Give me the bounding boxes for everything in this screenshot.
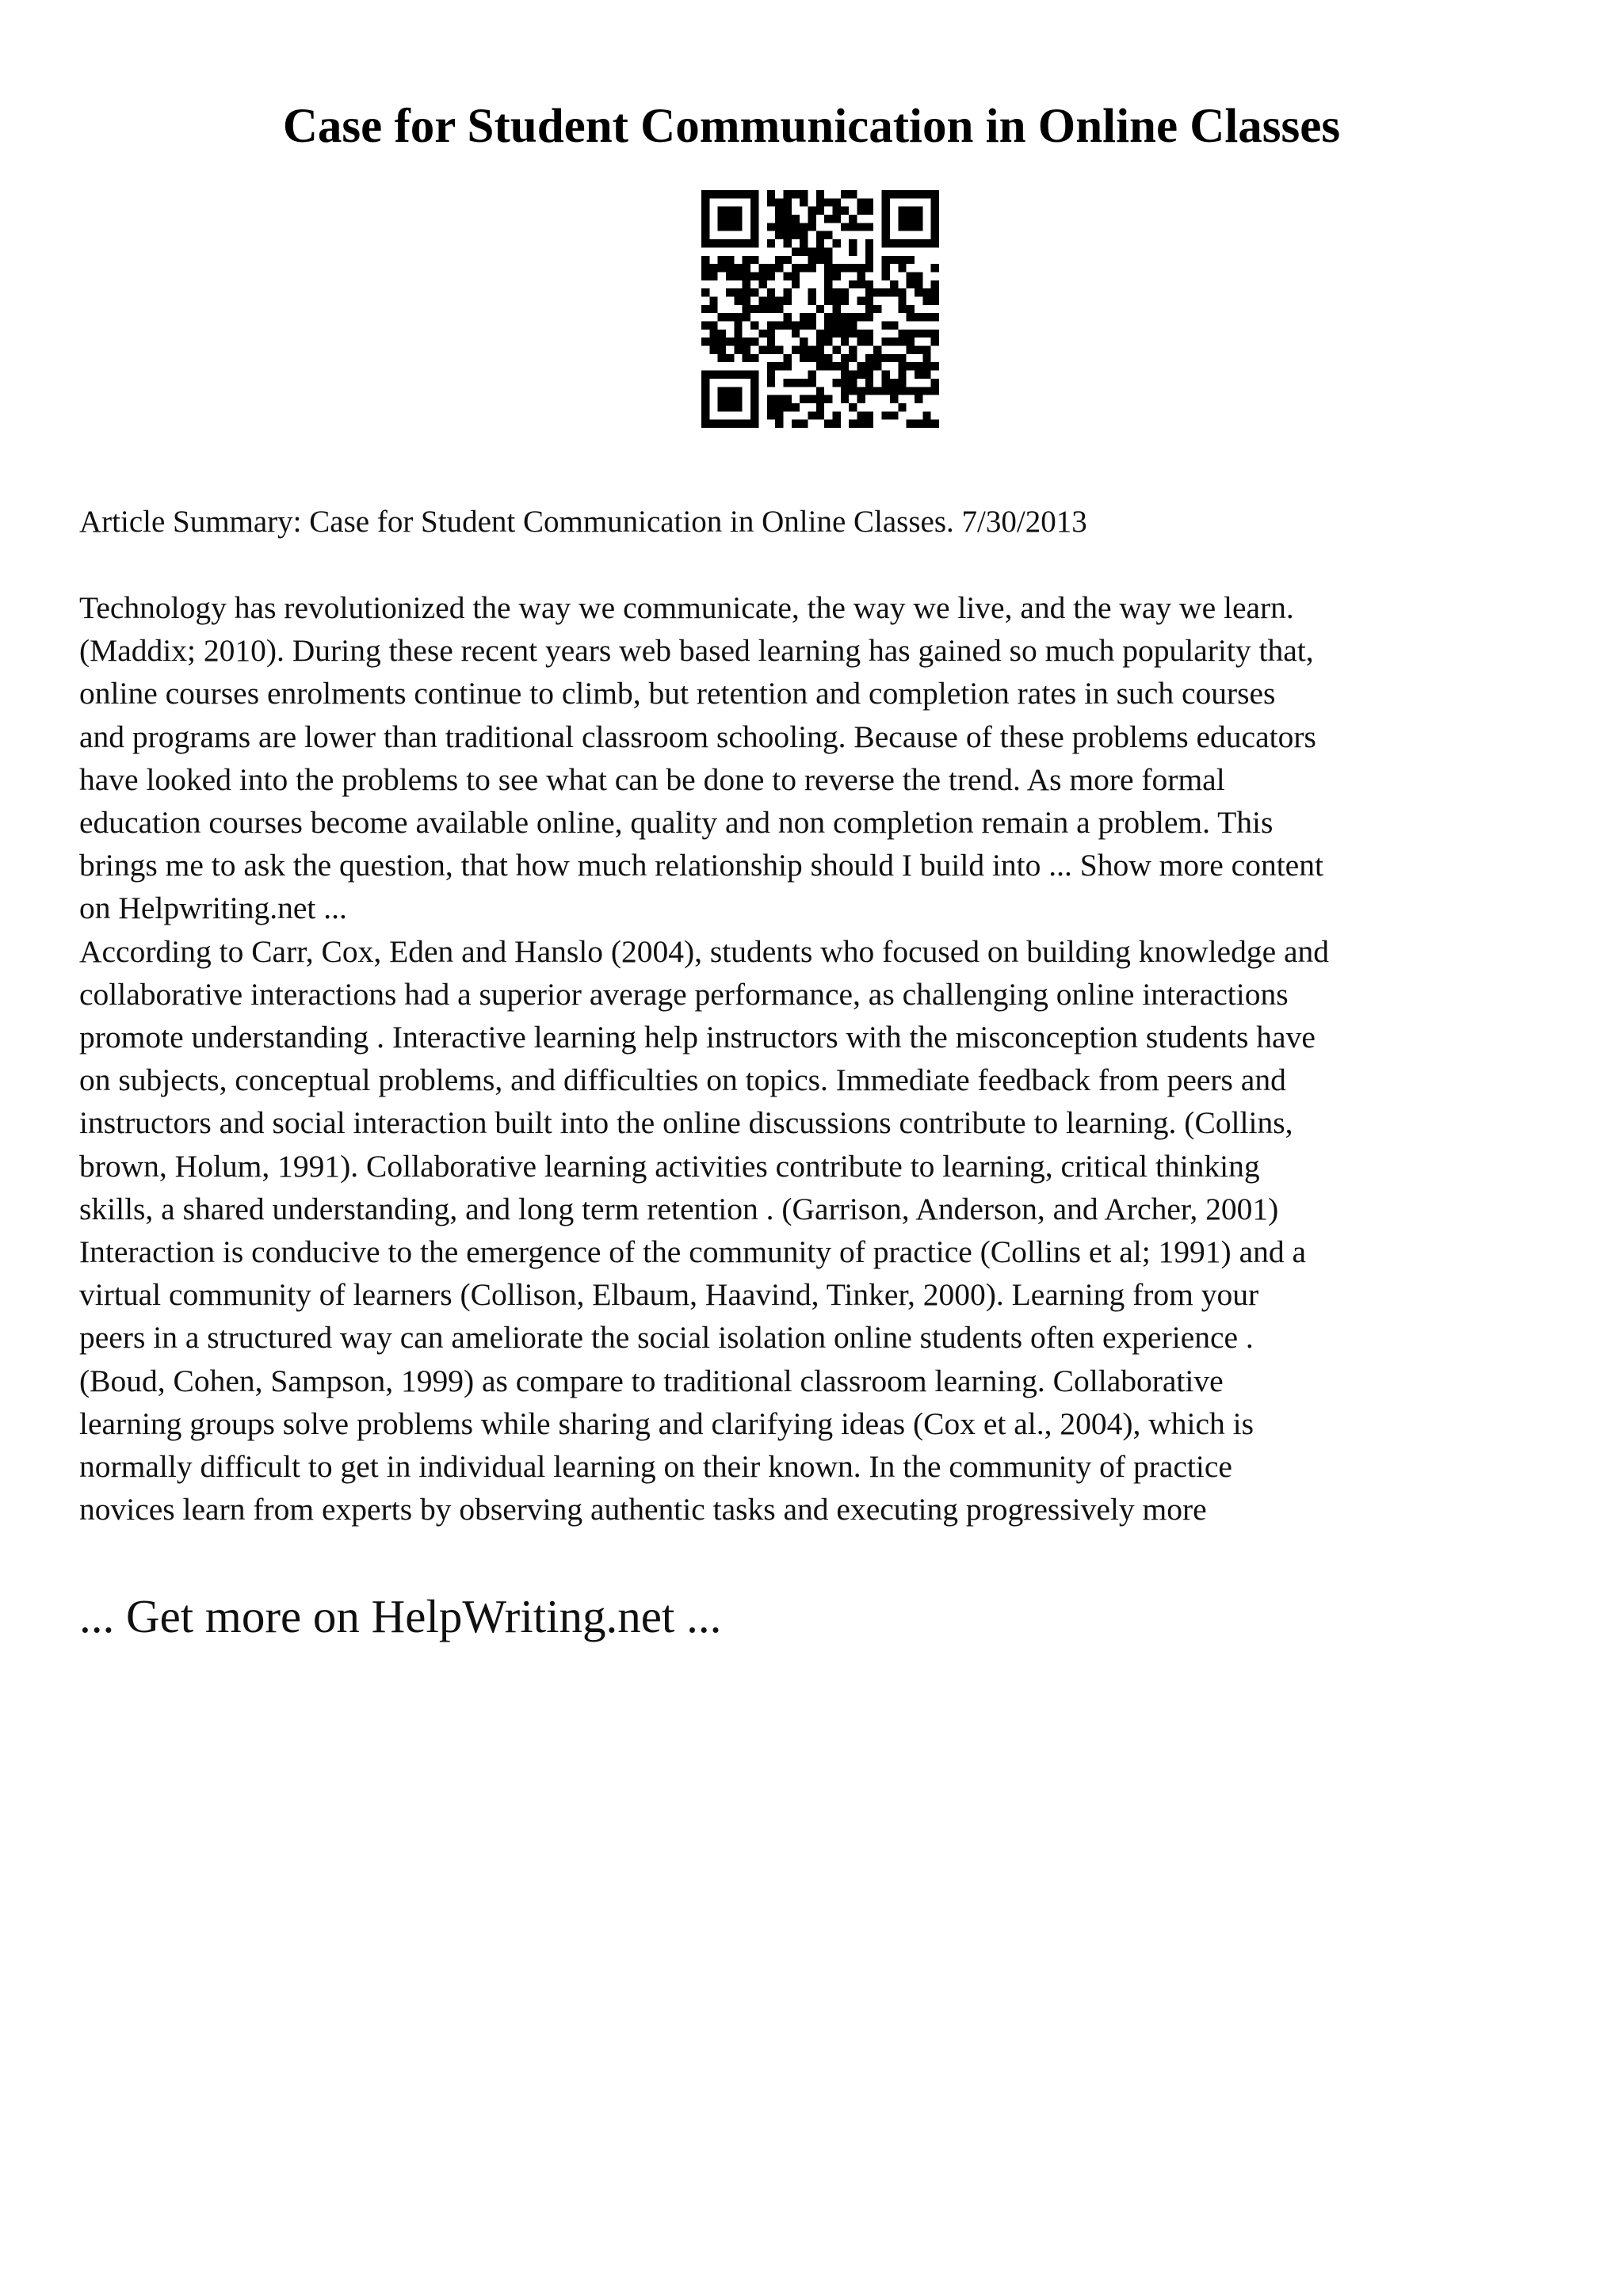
paragraph-1-line: Technology has revolutionized the way we communicate, the way we live, and the way we learn. — [79, 590, 1294, 625]
paragraph-1-line: (Maddix; 2010). During these recent years web based learning has gained so much popularity that, — [79, 633, 1314, 669]
article-body — [79, 586, 1569, 1531]
paragraph-2-line: brown, Holum, 1991). Collaborative learning activities contribute to learning, critical thinking — [79, 1148, 1260, 1184]
paragraph-2-line: virtual community of learners (Collison, Elbaum, Haavind, Tinker, 2000). Learning from your — [79, 1277, 1259, 1313]
qr-code-icon — [701, 190, 939, 428]
paragraph-2-line: novices learn from experts by observing authentic tasks and executing progressively more — [79, 1492, 1207, 1527]
paragraph-2-line: learning groups solve problems while sharing and clarifying ideas (Cox et al., 2004), which is — [79, 1405, 1254, 1441]
paragraph-2-line: on subjects, conceptual problems, and difficulties on topics. Immediate feedback from peers and — [79, 1062, 1286, 1098]
article-summary-line: Article Summary: Case for Student Communication in Online Classes. 7/30/2013 — [79, 505, 1087, 539]
paragraph-1-line: education courses become available online, quality and non completion remain a problem. This — [79, 805, 1274, 841]
paragraph-2-line: normally difficult to get in individual learning on their known. In the community of practice — [79, 1449, 1232, 1485]
paragraph-2-line: Interaction is conducive to the emergence of the community of practice (Collins et al; 1991) and a — [79, 1234, 1307, 1270]
paragraph-2-line: instructors and social interaction built into the online discussions contribute to learning. (Collins, — [79, 1105, 1293, 1141]
paragraph-2-line: skills, a shared understanding, and long term retention . (Garrison, Anderson, and Archer, 2001) — [79, 1191, 1279, 1226]
paragraph-1-line: online courses enrolments continue to climb, but retention and completion rates in such courses — [79, 676, 1276, 711]
document-title: Case for Student Communication in Online Classes — [282, 100, 1341, 153]
paragraph-1-line: on Helpwriting.net ... — [79, 891, 347, 926]
paragraph-1-line: have looked into the problems to see what can be done to reverse the trend. As more formal — [79, 761, 1225, 797]
paragraph-1-line: brings me to ask the question, that how much relationship should I build into ... Show more content — [79, 848, 1323, 883]
paragraph-1-line: and programs are lower than traditional classroom schooling. Because of these problems educators — [79, 719, 1316, 754]
paragraph-2-line: (Boud, Cohen, Sampson, 1999) as compare to traditional classroom learning. Collaborative — [79, 1363, 1224, 1398]
paragraph-2-line: promote understanding . Interactive learning help instructors with the misconception students have — [79, 1020, 1316, 1055]
paragraph-2-line: collaborative interactions had a superior average performance, as challenging online interactions — [79, 976, 1289, 1012]
get-more-link[interactable]: ... Get more on HelpWriting.net ... — [79, 1590, 722, 1642]
paragraph-2-line: peers in a structured way can ameliorate the social isolation online students often experience . — [79, 1320, 1254, 1356]
paragraph-2-line: According to Carr, Cox, Eden and Hanslo (2004), students who focused on building knowledge and — [79, 933, 1330, 969]
